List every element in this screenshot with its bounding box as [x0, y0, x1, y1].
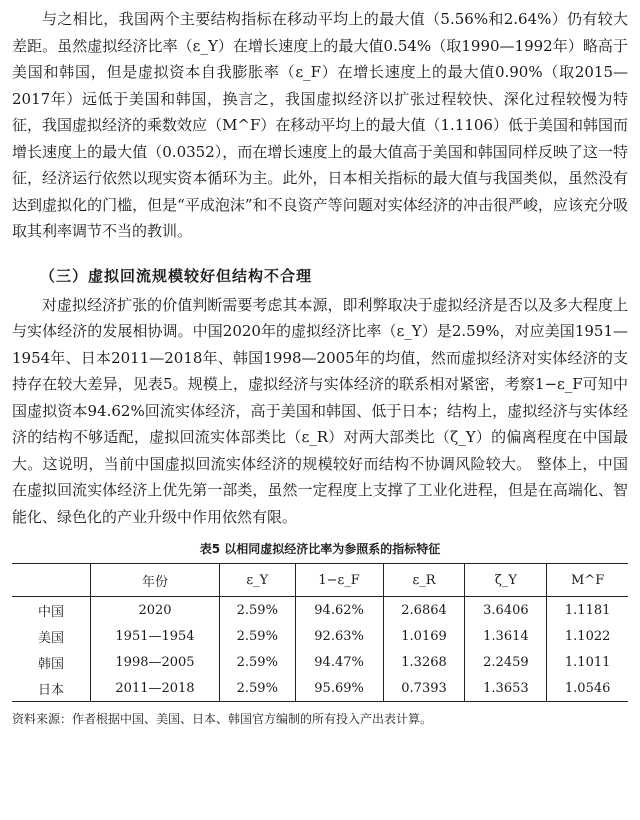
table-cell: 美国: [37, 630, 64, 646]
table-cell: 1.3653: [465, 675, 547, 702]
table-cell: 2.59%: [220, 675, 296, 702]
table-cell: 1951—1954: [91, 623, 220, 649]
indicator-table: [12, 563, 628, 702]
body-paragraph: 与之相比，我国两个主要结构指标在移动平均上的最大值（5.56%和2.64%）仍有较大差距。虽然虚拟经济比率（ε_Y）在增长速度上的最大值0.54%（取1990—1992年）略高于美国和韩国，但是虚拟资本自我膨胀率（ε_F）在增长速度上的最大值0.90%（取2015—2017年）远低于美国和韩国，换言之，我国虚拟经济以扩张过程较快、深化过程较慢为特征，我国虚拟经济的乘数效应（M^F）在移动平均上的最大值（1.1106）低于美国和韩国而增长速度上的最大值（0.0352），而在增长速度上的最大值高于美国和韩国同样反映了这一特征，经济运行依然以现实资本循环为主。此外，日本相关指标的最大值与我国类似，虽然没有达到虚拟化的门槛，但是“平成泡沫”和不良资产等问题对实体经济的冲击很严峻，应该充分吸取其利率调节不当的教训。: [12, 10, 628, 240]
table-row: [12, 623, 628, 649]
table-cell: 韩国: [37, 656, 64, 672]
table-caption: 表5 以相同虚拟经济比率为参照系的指标特征: [199, 542, 441, 556]
table-row: [12, 675, 628, 702]
table-header-row: [12, 564, 628, 597]
table-cell: 2011—2018: [91, 675, 220, 702]
table-header-cell: 年份: [91, 564, 220, 597]
table-cell: 2020: [91, 597, 220, 624]
table-cell: 2.59%: [220, 649, 296, 675]
body-paragraph: 对虚拟经济扩张的价值判断需要考虑其本源，即利弊取决于虚拟经济是否以及多大程度上与实体经济的发展相协调。中国2020年的虚拟经济比率（ε_Y）是2.59%，对应美国1951—1954年、日本2011—2018年、韩国1998—2005年的均值，然而虚拟经济对实体经济的支持存在较大差异，见表5。规模上，虚拟经济与实体经济的联系相对紧密，考察1−ε_F可知中国虚拟资本94.62%回流实体经济，高于美国和韩国、低于日本；结构上，虚拟经济与实体经济的结构不够适配，虚拟回流实体部类比（ε_R）对两大部类比（ζ_Y）的偏离程度在中国最大。这说明，当前中国虚拟回流实体经济的规模较好而结构不协调风险较大。 整体上，中国在虚拟回流实体经济上优先第一部类，虽然一定程度上支撑了工业化进程，但是在高端化、智能化、绿色化的产业升级中作用依然有限。: [12, 295, 628, 526]
table-cell: 1.3268: [383, 649, 465, 675]
table-cell: 1.3614: [465, 623, 547, 649]
table-row: [12, 649, 628, 675]
table-header-cell: ε_R: [383, 564, 465, 597]
table-cell: 1.1011: [547, 649, 628, 675]
table-cell: 95.69%: [295, 675, 383, 702]
table-cell: 92.63%: [295, 623, 383, 649]
table-cell: 3.6406: [465, 597, 547, 624]
table-cell: 1998—2005: [91, 649, 220, 675]
table-cell: 1.0546: [547, 675, 628, 702]
table-header-cell: M^F: [547, 564, 628, 597]
table-cell: 日本: [12, 675, 91, 702]
table-row: [12, 597, 628, 624]
table-cell: 2.59%: [220, 597, 296, 624]
table-header-cell: [12, 564, 91, 597]
table-cell: 94.47%: [295, 649, 383, 675]
table-cell: 0.7393: [383, 675, 465, 702]
table-cell: 1.1022: [547, 623, 628, 649]
table-header-cell: 1−ε_F: [295, 564, 383, 597]
table-cell: 2.59%: [220, 623, 296, 649]
table-cell: 2.6864: [383, 597, 465, 624]
section-heading: （三）虚拟回流规模较好但结构不合理: [40, 266, 313, 285]
table-header-cell: ε_Y: [220, 564, 296, 597]
table-cell: 1.0169: [383, 623, 465, 649]
table-cell: 2.2459: [465, 649, 547, 675]
table-header-cell: ζ_Y: [465, 564, 547, 597]
table-source-note: 资料来源：作者根据中国、美国、日本、韩国官方编制的所有投入产出表计算。: [12, 712, 433, 726]
table-cell: 1.1181: [547, 597, 628, 624]
table-cell: 94.62%: [295, 597, 383, 624]
table-cell: 中国: [37, 604, 64, 620]
